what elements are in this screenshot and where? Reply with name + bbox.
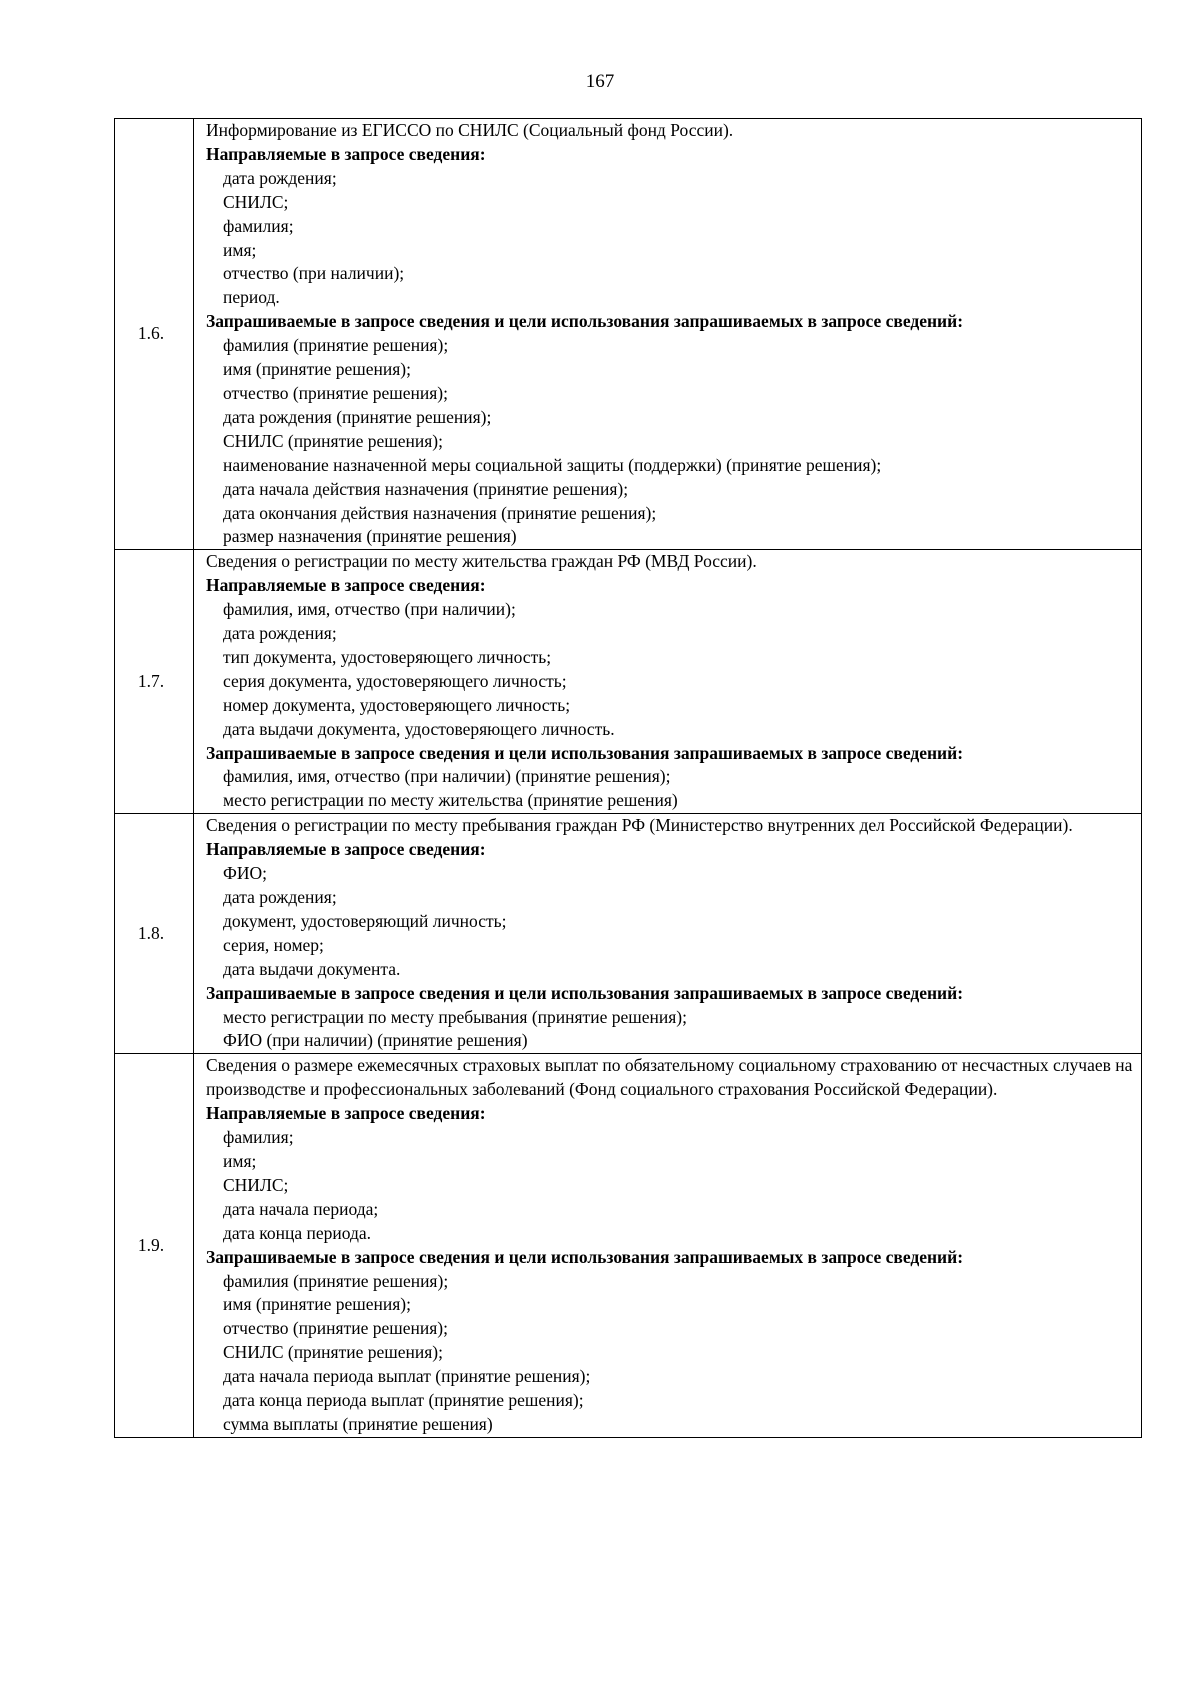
sent-item: серия, номер; [223, 934, 324, 955]
sent-item: серия документа, удостоверяющего личность; [223, 670, 567, 691]
requested-item: размер назначения (принятие решения) [223, 526, 517, 547]
sent-item: дата рождения; [223, 623, 337, 644]
row-number: 1.9. [115, 1054, 194, 1438]
row-title: Сведения о размере ежемесячных страховых выплат по обязательному социальному страхованию от несчастных случаев на производстве и профессиональных заболеваний (Фонд социального страхования Российской Федерации). [206, 1055, 1133, 1100]
row-number: 1.8. [115, 814, 194, 1054]
sent-item: дата рождения; [223, 167, 337, 188]
sent-item: тип документа, удостоверяющего личность; [223, 646, 552, 667]
requested-heading: Запрашиваемые в запросе сведения и цели использования запрашиваемых в запросе сведений: [206, 982, 964, 1003]
sent-item: фамилия, имя, отчество (при наличии); [223, 599, 516, 620]
sent-item: дата начала периода; [223, 1198, 379, 1219]
requested-item: дата начала периода выплат (принятие решения); [223, 1366, 591, 1387]
table-row [115, 1054, 1142, 1438]
sent-heading: Направляемые в запросе сведения: [206, 575, 486, 596]
sent-item: имя; [223, 1150, 257, 1171]
row-title: Сведения о регистрации по месту пребывания граждан РФ (Министерство внутренних дел Российской Федерации). [206, 815, 1073, 836]
sent-item: СНИЛС; [223, 191, 289, 212]
requested-item: ФИО (при наличии) (принятие решения) [223, 1030, 528, 1051]
sent-item: имя; [223, 239, 257, 260]
sent-item: отчество (при наличии); [223, 263, 405, 284]
sent-item: фамилия; [223, 1127, 294, 1148]
sent-item: ФИО; [223, 863, 267, 884]
row-content [194, 119, 1142, 550]
requested-item: дата рождения (принятие решения); [223, 406, 492, 427]
requested-heading: Запрашиваемые в запросе сведения и цели использования запрашиваемых в запросе сведений: [206, 742, 964, 763]
sent-item: дата выдачи документа. [223, 958, 401, 979]
requested-item: фамилия (принятие решения); [223, 1270, 449, 1291]
table-row [115, 814, 1142, 1054]
table-row [115, 119, 1142, 550]
page-number: 167 [585, 71, 615, 92]
sent-item: дата конца периода. [223, 1222, 371, 1243]
requested-item: отчество (принятие решения); [223, 382, 448, 403]
table-row [115, 550, 1142, 814]
requested-item: дата начала действия назначения (принятие решения); [223, 478, 629, 499]
requested-item: отчество (принятие решения); [223, 1318, 448, 1339]
requested-heading: Запрашиваемые в запросе сведения и цели использования запрашиваемых в запросе сведений: [206, 1246, 964, 1267]
requested-heading: Запрашиваемые в запросе сведения и цели использования запрашиваемых в запросе сведений: [206, 311, 964, 332]
sent-heading: Направляемые в запросе сведения: [206, 839, 486, 860]
row-title: Информирование из ЕГИССО по СНИЛС (Социальный фонд России). [206, 120, 734, 140]
sent-item: документ, удостоверяющий личность; [223, 910, 507, 931]
requested-item: дата конца периода выплат (принятие решения); [223, 1390, 584, 1411]
sent-heading: Направляемые в запросе сведения: [206, 1103, 486, 1124]
sent-item: период. [223, 287, 280, 308]
requested-item: имя (принятие решения); [223, 1294, 411, 1315]
requested-item: место регистрации по месту пребывания (принятие решения); [223, 1006, 687, 1027]
requested-item: фамилия, имя, отчество (при наличии) (принятие решения); [223, 766, 671, 787]
sent-item: дата рождения; [223, 887, 337, 907]
sent-item: фамилия; [223, 215, 294, 236]
requested-item: СНИЛС (принятие решения); [223, 430, 443, 451]
sent-heading: Направляемые в запросе сведения: [206, 143, 486, 164]
row-number: 1.6. [115, 119, 194, 550]
requested-item: дата окончания действия назначения (принятие решения); [223, 502, 657, 523]
requested-item: место регистрации по месту жительства (принятие решения) [223, 790, 678, 811]
row-content [194, 550, 1142, 814]
requests-table [114, 118, 1142, 1438]
requested-item: наименование назначенной меры социальной защиты (поддержки) (принятие решения); [223, 454, 882, 475]
requested-item: имя (принятие решения); [223, 359, 411, 380]
sent-item: номер документа, удостоверяющего личность; [223, 694, 571, 715]
requested-item: фамилия (принятие решения); [223, 335, 449, 356]
row-content [194, 1054, 1142, 1438]
row-content [194, 814, 1142, 1054]
requested-item: сумма выплаты (принятие решения) [223, 1413, 493, 1434]
sent-item: СНИЛС; [223, 1174, 289, 1195]
row-number: 1.7. [115, 550, 194, 814]
requested-item: СНИЛС (принятие решения); [223, 1342, 443, 1363]
sent-item: дата выдачи документа, удостоверяющего личность. [223, 718, 615, 739]
row-title: Сведения о регистрации по месту жительства граждан РФ (МВД России). [206, 551, 757, 572]
table-body [115, 119, 1142, 1438]
